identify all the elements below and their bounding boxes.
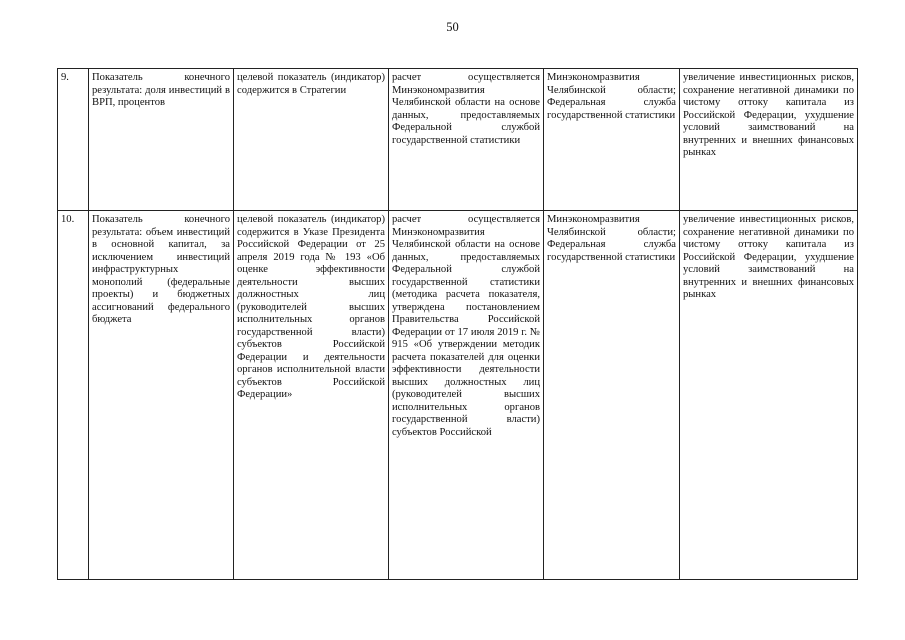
risks-cell: увеличение инвестиционных рисков, сохранение негативной динамики по чистому оттоку капитала из Российской Федерации, ухудшение условий заимствований на внутренних и внешних финансовых рынках	[680, 69, 858, 211]
indicators-table	[57, 68, 858, 580]
row-number: 9.	[58, 69, 89, 211]
method-cell: расчет осуществляется Минэкономразвития Челябинской области на основе данных, предоставляемых Федеральной службой государственной статистики (методика расчета показателя, утверждена постановлением Правительства Российской Федерации от 17 июля 2019 г. № 915 «Об утверждении методик расчета показателей для оценки эффективности деятельности высших должностных лиц (руководителей высших исполнительных органов государственной власти) субъектов Российской	[389, 211, 544, 580]
table-row	[58, 69, 858, 211]
source-cell: целевой показатель (индикатор) содержится в Указе Президента Российской Федерации от 25 апреля 2019 года № 193 «Об оценке эффективности деятельности высших должностных лиц (руководителей высших исполнительных органов государственной власти) субъектов Российской Федерации и деятельности органов исполнительной власти субъектов Российской Федерации»	[234, 211, 389, 580]
source-cell: целевой показатель (индикатор) содержится в Стратегии	[234, 69, 389, 211]
indicator-cell: Показатель конечного результата: доля инвестиций в ВРП, процентов	[89, 69, 234, 211]
responsible-cell: Минэкономразвития Челябинской области; Федеральная служба государственной статистики	[544, 69, 680, 211]
risks-cell: увеличение инвестиционных рисков, сохранение негативной динамики по чистому оттоку капитала из Российской Федерации, ухудшение условий заимствований на внутренних и внешних финансовых рынках	[680, 211, 858, 580]
table-row	[58, 211, 858, 580]
method-cell: расчет осуществляется Минэкономразвития Челябинской области на основе данных, предоставляемых Федеральной службой государственной статистики	[389, 69, 544, 211]
row-number: 10.	[58, 211, 89, 580]
responsible-cell: Минэкономразвития Челябинской области; Федеральная служба государственной статистики	[544, 211, 680, 580]
page-number: 50	[446, 20, 459, 34]
indicator-cell: Показатель конечного результата: объем инвестиций в основной капитал, за исключением инвестиций инфраструктурных монополий (федеральные проекты) и бюджетных ассигнований федерального бюджета	[89, 211, 234, 580]
